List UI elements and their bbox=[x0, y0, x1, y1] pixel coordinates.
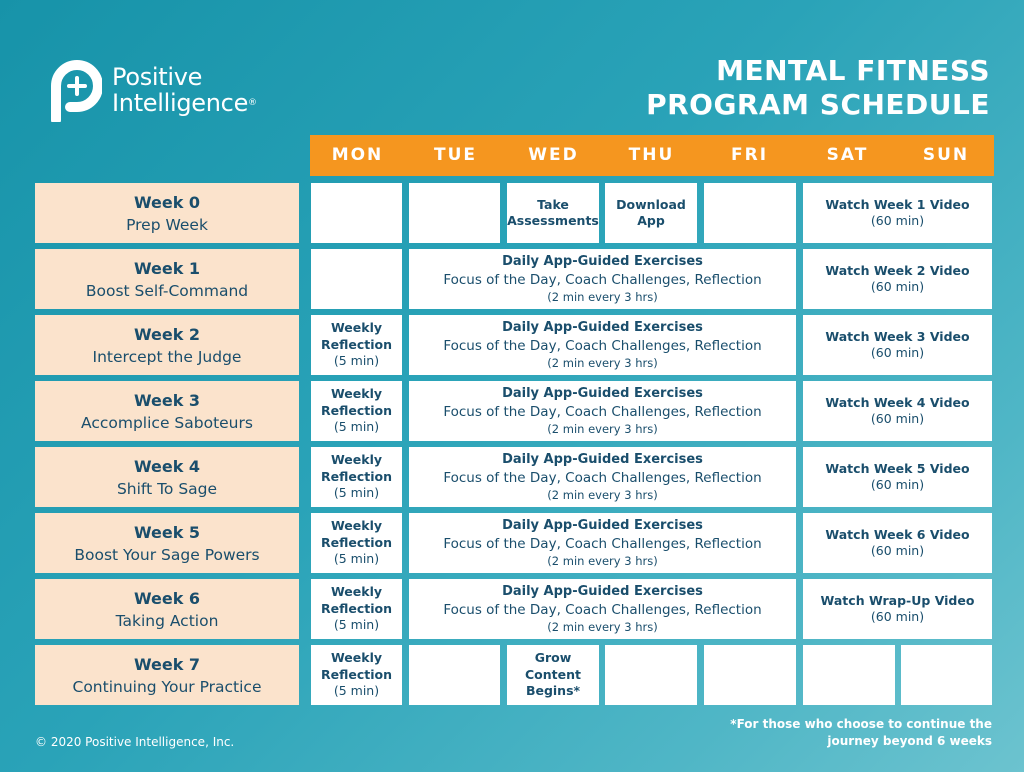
video-title: Watch Wrap-Up Video bbox=[820, 592, 975, 608]
empty-cell bbox=[704, 645, 796, 705]
daily-title: Daily App-Guided Exercises bbox=[502, 452, 703, 467]
daily-time: (2 min every 3 hrs) bbox=[547, 554, 658, 568]
daily-title: Daily App-Guided Exercises bbox=[502, 518, 703, 533]
empty-cell bbox=[605, 645, 697, 705]
day-header-mon: MON bbox=[331, 145, 384, 165]
daily-time: (2 min every 3 hrs) bbox=[547, 290, 658, 304]
daily-exercises-cell bbox=[409, 513, 796, 573]
footnote-line1: *For those who choose to continue the bbox=[730, 717, 992, 731]
cell-line: Reflection bbox=[320, 600, 392, 616]
week-name: Continuing Your Practice bbox=[72, 678, 262, 696]
day-header-tue: TUE bbox=[433, 145, 477, 165]
week-number: Week 0 bbox=[133, 193, 201, 212]
empty-cell bbox=[704, 183, 796, 243]
cell-time: (5 min) bbox=[333, 683, 380, 699]
video-cell bbox=[803, 315, 992, 375]
video-title: Watch Week 2 Video bbox=[825, 262, 970, 278]
daily-time: (2 min every 3 hrs) bbox=[547, 356, 658, 370]
logo bbox=[48, 58, 257, 122]
week-number: Week 5 bbox=[133, 523, 201, 542]
daily-title: Daily App-Guided Exercises bbox=[502, 320, 703, 335]
daily-subtitle: Focus of the Day, Coach Challenges, Reflection bbox=[443, 404, 762, 420]
week-number: Week 6 bbox=[133, 589, 201, 608]
week-label-5 bbox=[35, 513, 299, 573]
logo-text bbox=[112, 64, 257, 116]
cell-line: App bbox=[637, 213, 665, 228]
cell-line: Begins* bbox=[525, 683, 581, 699]
video-duration: (60 min) bbox=[870, 609, 925, 624]
video-title: Watch Week 5 Video bbox=[825, 460, 970, 476]
daily-title: Daily App-Guided Exercises bbox=[502, 254, 703, 269]
week-label-0 bbox=[35, 183, 299, 243]
cell-time: (5 min) bbox=[333, 551, 380, 567]
weekly-reflection-cell bbox=[311, 513, 402, 573]
week-number: Week 1 bbox=[133, 259, 201, 278]
video-cell bbox=[803, 579, 992, 639]
video-title: Watch Week 6 Video bbox=[825, 526, 970, 542]
video-title: Watch Week 3 Video bbox=[825, 328, 970, 344]
cell-line: Download bbox=[616, 196, 686, 212]
video-duration: (60 min) bbox=[870, 279, 925, 294]
empty-cell bbox=[409, 645, 500, 705]
cell-line: Assessments bbox=[507, 213, 599, 228]
video-title: Watch Week 4 Video bbox=[825, 394, 970, 410]
daily-exercises-cell bbox=[409, 315, 796, 375]
footnote bbox=[730, 716, 992, 750]
day-header-sat: SAT bbox=[826, 145, 869, 165]
logo-mark-icon bbox=[48, 58, 102, 122]
cell-line: Weekly bbox=[330, 452, 383, 468]
daily-subtitle: Focus of the Day, Coach Challenges, Reflection bbox=[443, 602, 762, 618]
daily-subtitle: Focus of the Day, Coach Challenges, Reflection bbox=[443, 272, 762, 288]
title-line1: MENTAL FITNESS bbox=[716, 54, 990, 87]
daily-exercises-cell bbox=[409, 249, 796, 309]
cell-line: Weekly bbox=[330, 650, 383, 666]
cell-line: Weekly bbox=[330, 320, 383, 336]
week-name: Intercept the Judge bbox=[92, 348, 242, 366]
weekly-reflection-cell bbox=[311, 447, 402, 507]
cell-line: Take bbox=[537, 196, 569, 212]
week-number: Week 2 bbox=[133, 325, 201, 344]
video-duration: (60 min) bbox=[870, 411, 925, 426]
weekly-reflection-cell bbox=[311, 645, 402, 705]
day-header-wed: WED bbox=[528, 145, 579, 165]
cell-line: Grow bbox=[534, 650, 572, 666]
daily-title: Daily App-Guided Exercises bbox=[502, 584, 703, 599]
grow-content-cell bbox=[507, 645, 599, 705]
copyright: © 2020 Positive Intelligence, Inc. bbox=[35, 735, 235, 749]
video-cell bbox=[803, 513, 992, 573]
empty-cell bbox=[901, 645, 992, 705]
day-header-fri: FRI bbox=[730, 145, 769, 165]
week-label-4 bbox=[35, 447, 299, 507]
empty-cell bbox=[409, 183, 500, 243]
logo-line1: Positive bbox=[112, 63, 203, 91]
footnote-line2: journey beyond 6 weeks bbox=[827, 734, 992, 748]
week-label-2 bbox=[35, 315, 299, 375]
week-name: Boost Self-Command bbox=[85, 282, 249, 300]
download-app-cell bbox=[605, 183, 697, 243]
week-number: Week 7 bbox=[133, 655, 201, 674]
video-duration: (60 min) bbox=[870, 543, 925, 558]
logo-line2: Intelligence bbox=[112, 89, 249, 117]
week-label-3 bbox=[35, 381, 299, 441]
video-duration: (60 min) bbox=[870, 345, 925, 360]
page-title bbox=[646, 54, 990, 122]
empty-cell bbox=[311, 249, 402, 309]
cell-line: Reflection bbox=[320, 468, 392, 484]
daily-time: (2 min every 3 hrs) bbox=[547, 620, 658, 634]
video-cell bbox=[803, 183, 992, 243]
cell-line: Reflection bbox=[320, 336, 392, 352]
week-number: Week 4 bbox=[133, 457, 201, 476]
video-duration: (60 min) bbox=[870, 213, 925, 228]
cell-line: Weekly bbox=[330, 386, 383, 402]
day-header-sun: SUN bbox=[922, 145, 970, 165]
cell-line: Reflection bbox=[320, 666, 392, 682]
take-assessments-cell bbox=[507, 183, 599, 243]
video-title: Watch Week 1 Video bbox=[825, 196, 970, 212]
cell-line: Weekly bbox=[330, 584, 383, 600]
cell-line: Weekly bbox=[330, 518, 383, 534]
day-header-thu: THU bbox=[628, 145, 675, 165]
week-name: Prep Week bbox=[126, 216, 208, 234]
video-cell bbox=[803, 381, 992, 441]
daily-subtitle: Focus of the Day, Coach Challenges, Reflection bbox=[443, 338, 762, 354]
week-label-7 bbox=[35, 645, 299, 705]
title-line2: PROGRAM SCHEDULE bbox=[646, 88, 990, 121]
video-duration: (60 min) bbox=[870, 477, 925, 492]
video-cell bbox=[803, 447, 992, 507]
daily-time: (2 min every 3 hrs) bbox=[547, 422, 658, 436]
video-cell bbox=[803, 249, 992, 309]
daily-exercises-cell bbox=[409, 381, 796, 441]
daily-exercises-cell bbox=[409, 579, 796, 639]
day-header-bar bbox=[310, 135, 994, 176]
week-name: Taking Action bbox=[115, 612, 219, 630]
weekly-reflection-cell bbox=[311, 315, 402, 375]
daily-exercises-cell bbox=[409, 447, 796, 507]
cell-time: (5 min) bbox=[333, 617, 380, 633]
week-label-1 bbox=[35, 249, 299, 309]
daily-time: (2 min every 3 hrs) bbox=[547, 488, 658, 502]
week-number: Week 3 bbox=[133, 391, 201, 410]
daily-title: Daily App-Guided Exercises bbox=[502, 386, 703, 401]
empty-cell bbox=[311, 183, 402, 243]
week-name: Boost Your Sage Powers bbox=[74, 546, 260, 564]
daily-subtitle: Focus of the Day, Coach Challenges, Reflection bbox=[443, 536, 762, 552]
week-label-6 bbox=[35, 579, 299, 639]
cell-time: (5 min) bbox=[333, 485, 380, 501]
weekly-reflection-cell bbox=[311, 579, 402, 639]
cell-time: (5 min) bbox=[333, 419, 380, 435]
cell-line: Reflection bbox=[320, 402, 392, 418]
weekly-reflection-cell bbox=[311, 381, 402, 441]
registered-mark: ® bbox=[248, 98, 257, 108]
week-name: Accomplice Saboteurs bbox=[81, 414, 253, 432]
week-name: Shift To Sage bbox=[116, 480, 218, 498]
cell-line: Content bbox=[525, 666, 581, 682]
empty-cell bbox=[803, 645, 895, 705]
cell-time: (5 min) bbox=[333, 353, 380, 369]
daily-subtitle: Focus of the Day, Coach Challenges, Reflection bbox=[443, 470, 762, 486]
cell-line: Reflection bbox=[320, 534, 392, 550]
